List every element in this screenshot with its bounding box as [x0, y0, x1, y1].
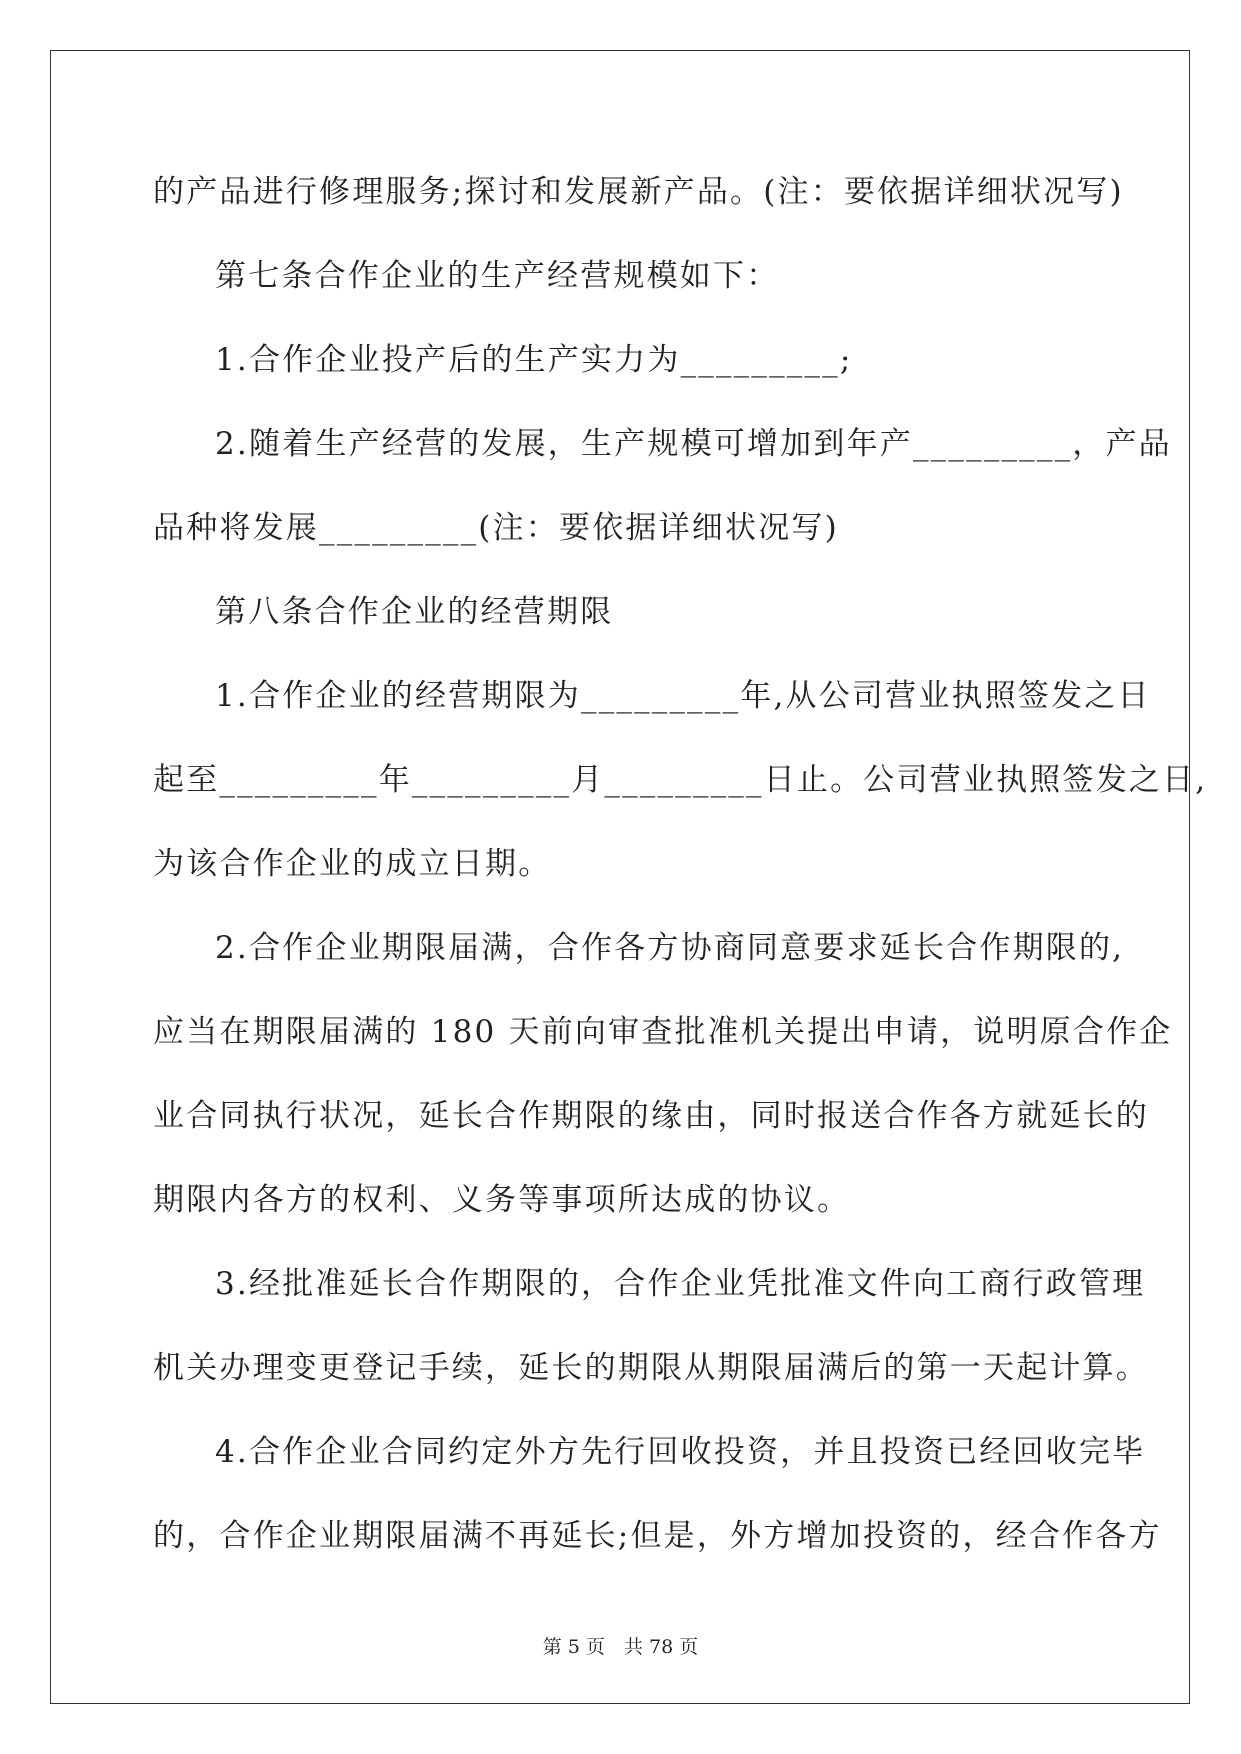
text-line-5: 品种将发展_________(注：要依据详细状况写) — [153, 510, 839, 546]
text-line-1: 的产品进行修理服务;探讨和发展新产品。(注：要依据详细状况写) — [153, 174, 1124, 210]
page-number-footer: 第 5 页 共 78 页 — [542, 1636, 699, 1658]
text-line-3: 1.合作企业投产后的生产实力为_________; — [215, 342, 853, 378]
text-line-13: 期限内各方的权利、义务等事项所达成的协议。 — [153, 1182, 851, 1218]
text-line-15: 机关办理变更登记手续，延长的期限从期限届满后的第一天起计算。 — [153, 1350, 1149, 1386]
text-line-12: 业合同执行状况，延长合作期限的缘由，同时报送合作各方就延长的 — [153, 1098, 1149, 1134]
document-body — [153, 150, 1208, 1578]
text-line-17: 的，合作企业期限届满不再延长;但是，外方增加投资的，经合作各方 — [153, 1518, 1162, 1554]
text-line-10: 2.合作企业期限届满，合作各方协商同意要求延长合作期限的, — [215, 930, 1125, 966]
text-line-8: 起至_________年_________月_________日止。公司营业执照签发之日, — [153, 762, 1208, 798]
text-line-16: 4.合作企业合同约定外方先行回收投资，并且投资已经回收完毕 — [215, 1434, 1146, 1470]
text-line-11: 应当在期限届满的 180 天前向审查批准机关提出申请，说明原合作企 — [153, 1014, 1173, 1050]
text-line-14: 3.经批准延长合作期限的，合作企业凭批准文件向工商行政管理 — [215, 1266, 1146, 1302]
text-line-6: 第八条合作企业的经营期限 — [215, 594, 614, 630]
text-line-4: 2.随着生产经营的发展，生产规模可增加到年产_________，产品 — [215, 426, 1172, 462]
text-line-9: 为该合作企业的成立日期。 — [153, 846, 552, 882]
text-line-7: 1.合作企业的经营期限为_________年,从公司营业执照签发之日 — [215, 678, 1151, 714]
text-line-2: 第七条合作企业的生产经营规模如下： — [215, 258, 780, 294]
